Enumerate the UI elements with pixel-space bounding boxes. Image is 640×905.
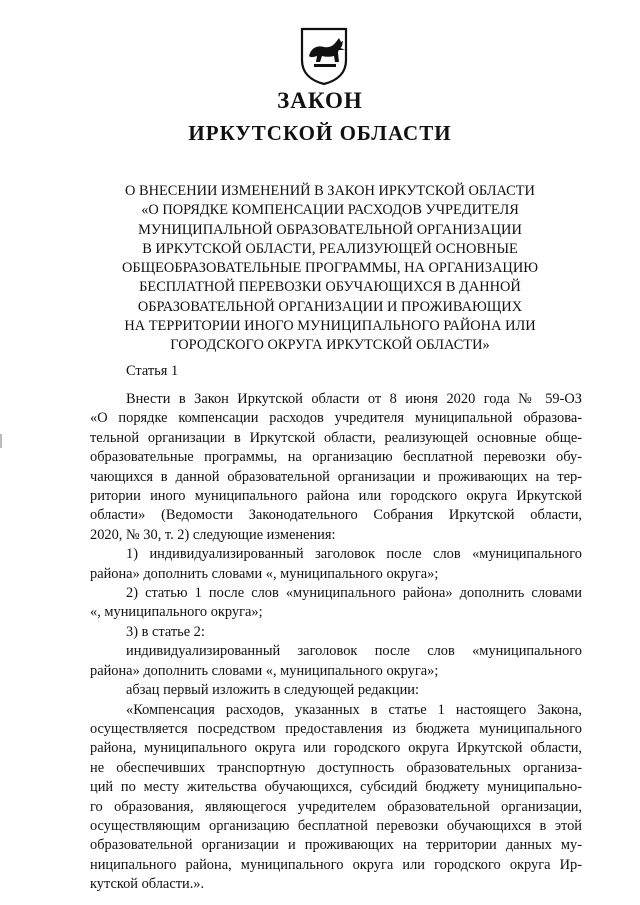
body-line: области» (Ведомости Законодательного Собрания Иркутской области, <box>90 507 582 524</box>
body-line: Внести в Закон Иркутской области от 8 июня 2020 года № 59-ОЗ <box>126 391 582 407</box>
body-line: ций по месту жительства обучающихся, субсидий бюджету муниципально- <box>90 779 582 796</box>
body-line: не обеспечивших транспортную доступность образовательных организа- <box>90 759 582 776</box>
law-heading <box>90 182 570 356</box>
body-line: «О порядке компенсации расходов учредителя муниципальной образова- <box>90 410 582 427</box>
body-line: района, муниципального округа или городского округа Иркутской области, <box>90 740 582 757</box>
body-line: ниципального района, муниципального округа или городского округа Ир- <box>90 856 582 873</box>
body-line: го образования, являющегося учредителем образовательной организации, <box>90 798 582 815</box>
body-line: осуществляется посредством предоставления из бюджета муниципального <box>90 720 582 737</box>
body-line: 1) индивидуализированный заголовок после слов «муниципального <box>126 546 582 563</box>
scan-artifact <box>0 434 2 448</box>
body-line: «Компенсация расходов, указанных в статье 1 настоящего Закона, <box>126 701 582 718</box>
body-line: осуществляющим организацию бесплатной перевозки обучающихся в этой <box>90 817 582 834</box>
body-line: чающихся в данной образовательной организации и проживающих на тер- <box>90 468 582 485</box>
heading-line: ГОРОДСКОГО ОКРУГА ИРКУТСКОЙ ОБЛАСТИ» <box>170 337 490 354</box>
body-line: 3) в статье 2: <box>126 623 205 640</box>
body-line: абзац первый изложить в следующей редакции: <box>126 682 420 699</box>
body-line: кутской области.». <box>90 876 205 893</box>
body-line: 2) статью 1 после слов «муниципального района» дополнить словами <box>126 585 582 602</box>
article-body <box>90 390 582 895</box>
body-line: «, муниципального округа»; <box>90 604 263 621</box>
body-line: района» дополнить словами «, муниципального округа»; <box>90 565 439 582</box>
heading-line: В ИРКУТСКОЙ ОБЛАСТИ, РЕАЛИЗУЮЩЕЙ ОСНОВНЫЕ <box>142 240 518 257</box>
heading-line: ОБЩЕОБРАЗОВАТЕЛЬНЫЕ ПРОГРАММЫ, НА ОРГАНИЗАЦИЮ <box>121 260 539 277</box>
document-subject-region: ИРКУТСКОЙ ОБЛАСТИ <box>188 121 452 145</box>
body-line: района» дополнить словами «, муниципального округа»; <box>90 662 439 679</box>
body-line: ритории иного муниципального района или городского округа Иркутской <box>90 488 582 505</box>
heading-line: МУНИЦИПАЛЬНОЙ ОБРАЗОВАТЕЛЬНОЙ ОРГАНИЗАЦИИ <box>138 221 522 238</box>
article-heading: Статья 1 <box>126 363 179 379</box>
heading-line: БЕСПЛАТНОЙ ПЕРЕВОЗКИ ОБУЧАЮЩИХСЯ В ДАННОЙ <box>139 279 521 296</box>
document-title: ЗАКОН <box>277 88 363 113</box>
body-line: 2020, № 30, т. 2) следующие изменения: <box>90 526 336 543</box>
body-line: тельной организации в Иркутской области, реализующей основные обще- <box>90 429 582 446</box>
coat-of-arms-icon <box>298 26 350 86</box>
body-line: образовательной организации и проживающих на территории данных му- <box>90 837 582 854</box>
heading-line: О ВНЕСЕНИИ ИЗМЕНЕНИЙ В ЗАКОН ИРКУТСКОЙ ОБЛАСТИ <box>125 183 535 199</box>
heading-line: «О ПОРЯДКЕ КОМПЕНСАЦИИ РАСХОДОВ УЧРЕДИТЕЛЯ <box>141 202 519 219</box>
body-line: индивидуализированный заголовок после слов «муниципального <box>126 643 582 660</box>
heading-line: НА ТЕРРИТОРИИ ИНОГО МУНИЦИПАЛЬНОГО РАЙОНА ИЛИ <box>124 318 536 335</box>
body-line: образовательные программы, на организацию бесплатной перевозки обу- <box>90 449 582 466</box>
heading-line: ОБРАЗОВАТЕЛЬНОЙ ОРГАНИЗАЦИИ И ПРОЖИВАЮЩИХ <box>137 298 523 315</box>
